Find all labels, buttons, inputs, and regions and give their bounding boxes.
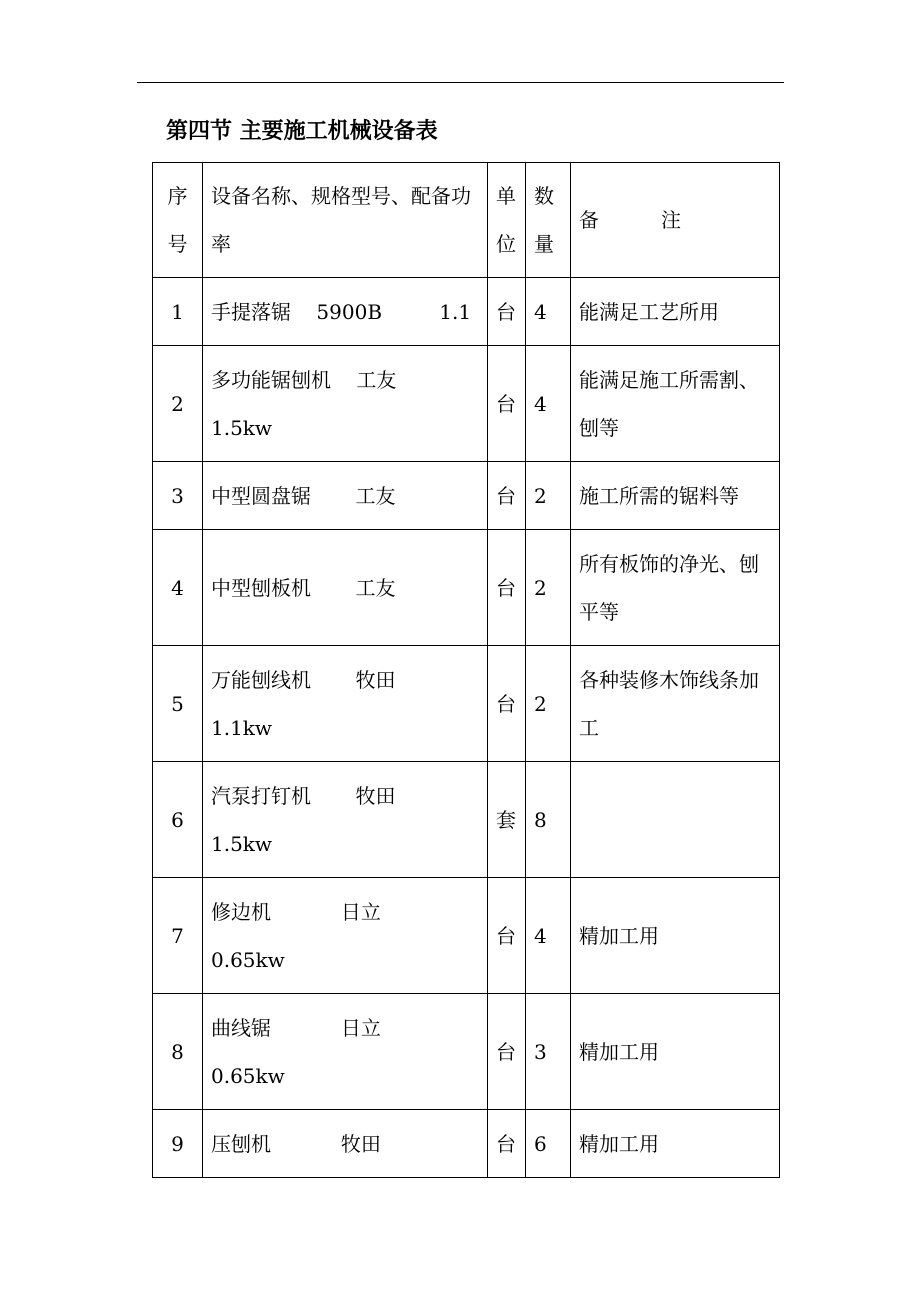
cell-seq: 6 — [153, 762, 203, 878]
cell-name — [203, 762, 488, 878]
cell-seq: 2 — [153, 346, 203, 462]
cell-seq: 9 — [153, 1110, 203, 1178]
cell-unit: 套 — [488, 762, 526, 878]
cell-seq: 7 — [153, 878, 203, 994]
equipment-name: 万能刨线机 牧田 — [211, 667, 396, 692]
equipment-name: 多功能锯刨机 工友 — [211, 367, 397, 392]
cell-unit: 台 — [488, 646, 526, 762]
cell-seq: 3 — [153, 462, 203, 530]
cell-remark: 施工所需的锯料等 — [571, 462, 780, 530]
cell-name — [203, 646, 488, 762]
table-row — [153, 994, 780, 1110]
section-heading: 第四节 主要施工机械设备表 — [166, 119, 438, 144]
cell-seq: 5 — [153, 646, 203, 762]
table-row — [153, 878, 780, 994]
cell-name — [203, 278, 488, 346]
equipment-name: 压刨机 牧田 — [211, 1131, 381, 1156]
equipment-table — [152, 162, 780, 1178]
cell-remark: 各种装修木饰线条加工 — [571, 646, 780, 762]
equipment-name: 中型刨板机 工友 — [211, 575, 396, 600]
cell-name — [203, 878, 488, 994]
cell-remark: 精加工用 — [571, 878, 780, 994]
table-row — [153, 762, 780, 878]
cell-name — [203, 994, 488, 1110]
table-header-row — [153, 163, 780, 278]
cell-seq: 4 — [153, 530, 203, 646]
cell-remark — [571, 762, 780, 878]
cell-unit: 台 — [488, 346, 526, 462]
cell-qty: 4 — [526, 278, 571, 346]
header-name: 设备名称、规格型号、配备功率 — [203, 163, 488, 278]
cell-unit: 台 — [488, 278, 526, 346]
cell-unit: 台 — [488, 994, 526, 1110]
equipment-power: 1.5kw — [211, 415, 273, 440]
cell-unit: 台 — [488, 1110, 526, 1178]
cell-name — [203, 346, 488, 462]
table-row — [153, 278, 780, 346]
cell-qty: 2 — [526, 530, 571, 646]
cell-seq: 8 — [153, 994, 203, 1110]
equipment-power: 0.65kw — [211, 1063, 285, 1088]
cell-qty: 4 — [526, 878, 571, 994]
table-row — [153, 530, 780, 646]
cell-seq: 1 — [153, 278, 203, 346]
cell-remark: 能满足工艺所用 — [571, 278, 780, 346]
header-seq: 序号 — [153, 163, 203, 278]
header-rule — [137, 82, 784, 83]
cell-name — [203, 530, 488, 646]
cell-name — [203, 462, 488, 530]
cell-qty: 4 — [526, 346, 571, 462]
cell-qty: 6 — [526, 1110, 571, 1178]
equipment-name: 中型圆盘锯 工友 — [211, 483, 396, 508]
cell-remark: 精加工用 — [571, 1110, 780, 1178]
equipment-power: 1.1kw — [211, 715, 273, 740]
cell-qty: 8 — [526, 762, 571, 878]
cell-remark: 精加工用 — [571, 994, 780, 1110]
table-row — [153, 1110, 780, 1178]
header-unit: 单位 — [488, 163, 526, 278]
table-row — [153, 462, 780, 530]
cell-qty: 2 — [526, 462, 571, 530]
equipment-power: 0.65kw — [211, 947, 285, 972]
cell-unit: 台 — [488, 878, 526, 994]
table-row — [153, 646, 780, 762]
equipment-name: 手提落锯 5900B 1.1 — [211, 299, 472, 324]
cell-qty: 3 — [526, 994, 571, 1110]
header-qty: 数量 — [526, 163, 571, 278]
cell-unit: 台 — [488, 462, 526, 530]
header-remark: 备 注 — [571, 163, 780, 278]
table-row — [153, 346, 780, 462]
equipment-power: 1.5kw — [211, 831, 273, 856]
cell-name — [203, 1110, 488, 1178]
cell-remark: 所有板饰的净光、刨平等 — [571, 530, 780, 646]
cell-unit: 台 — [488, 530, 526, 646]
equipment-name: 汽泵打钉机 牧田 — [211, 783, 396, 808]
equipment-name: 曲线锯 日立 — [211, 1015, 381, 1040]
cell-qty: 2 — [526, 646, 571, 762]
equipment-name: 修边机 日立 — [211, 899, 381, 924]
cell-remark: 能满足施工所需割、刨等 — [571, 346, 780, 462]
